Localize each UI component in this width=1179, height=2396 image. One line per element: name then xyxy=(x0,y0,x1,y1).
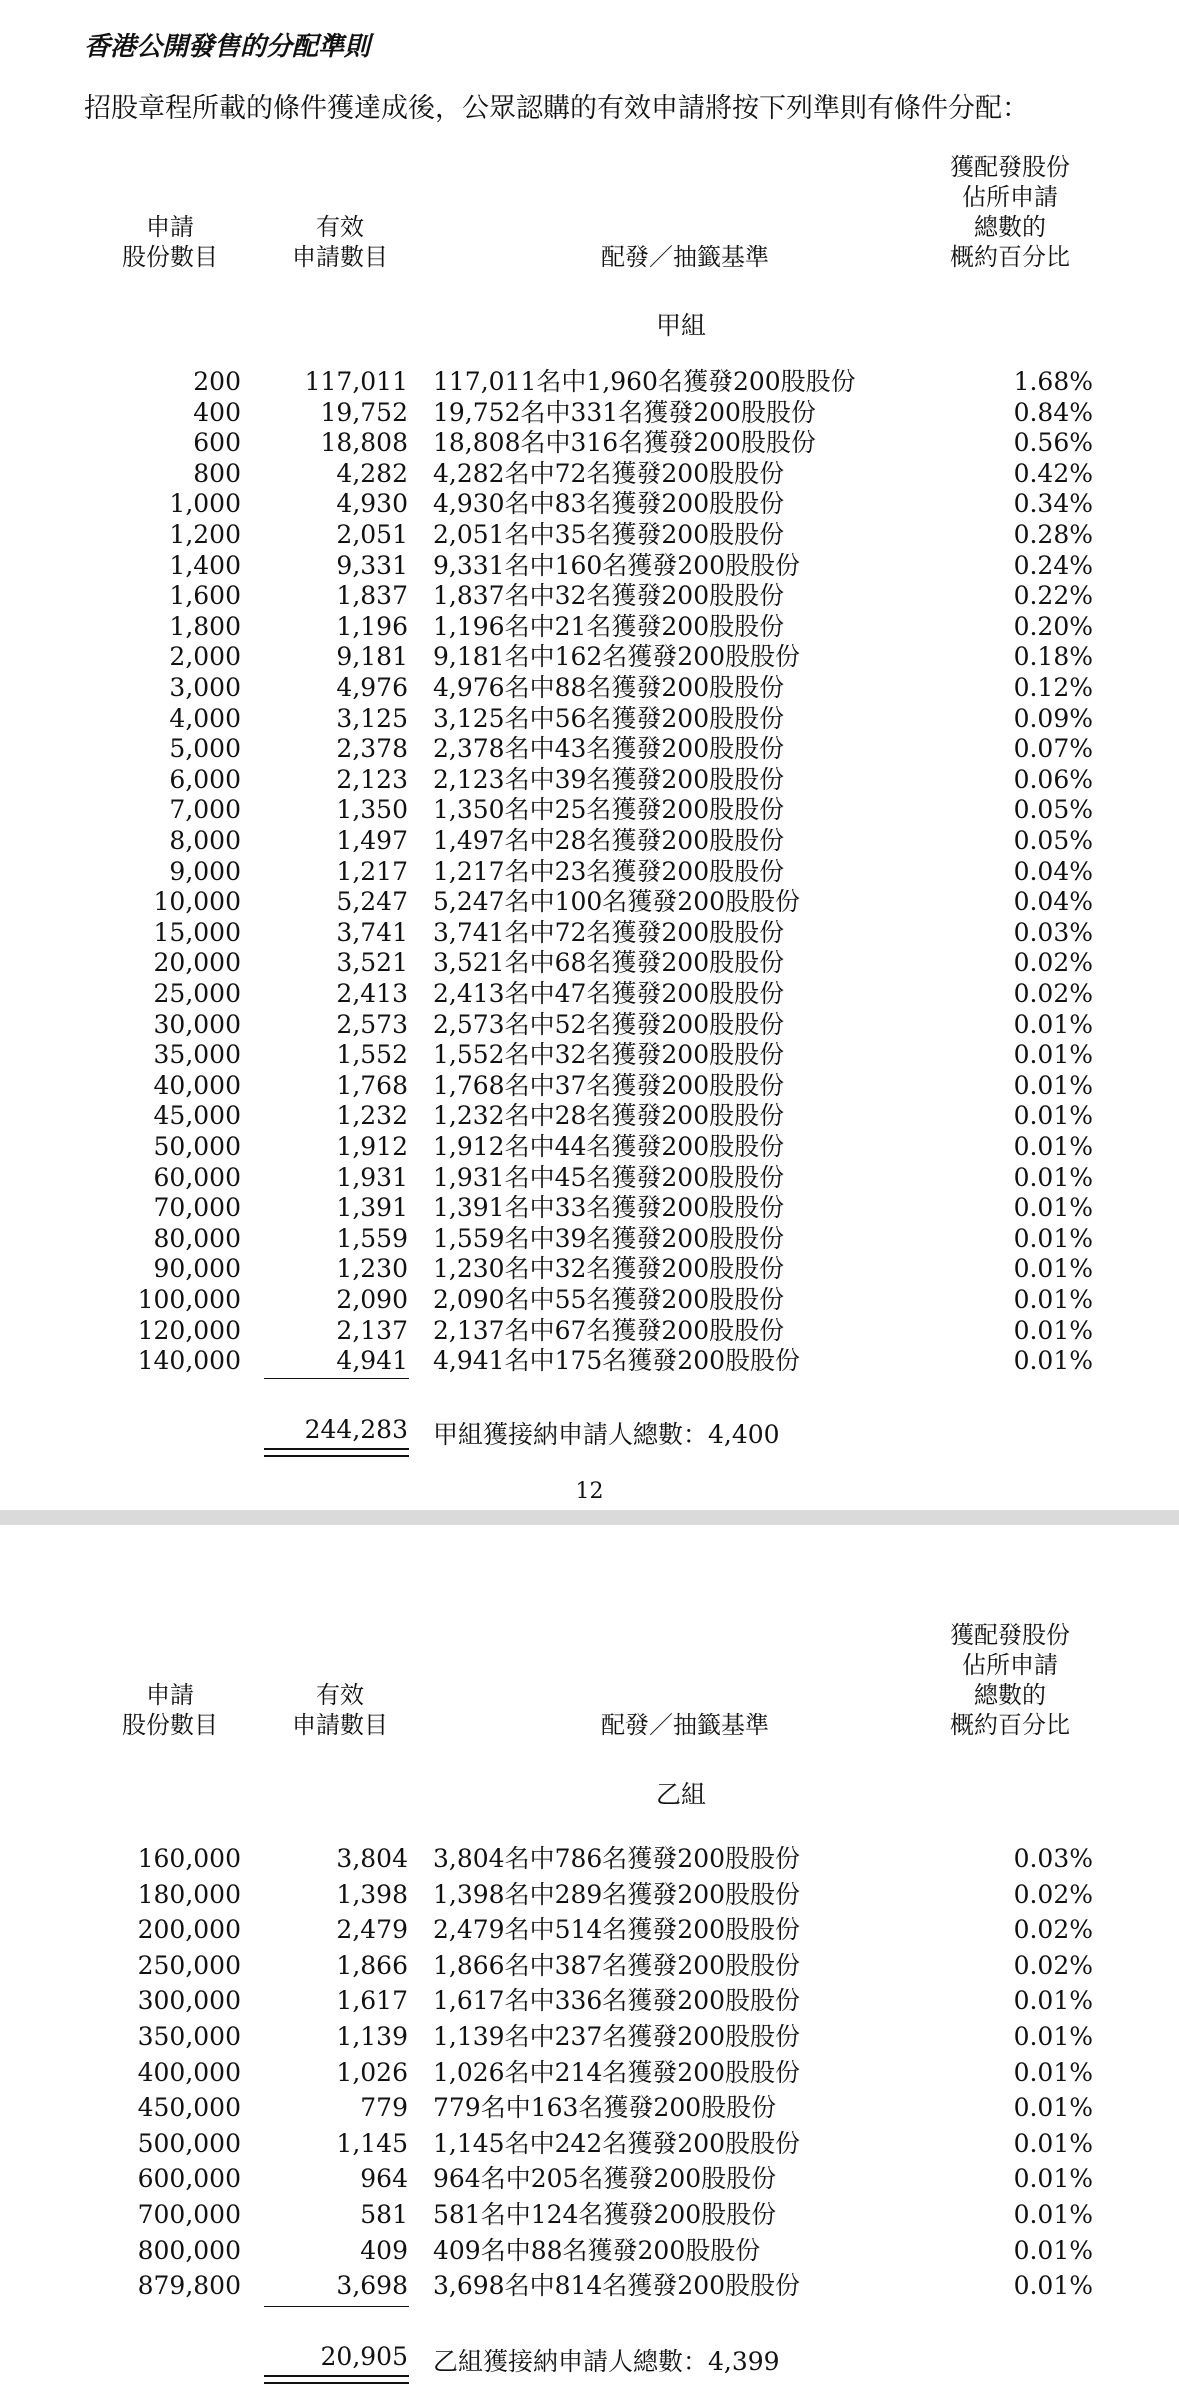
header-pct-line4: 概約百分比 xyxy=(950,243,1070,271)
cell-allocation-basis: 409名中88名獲發200股股份 xyxy=(433,2235,761,2265)
cell-allocation-basis: 4,941名中175名獲發200股股份 xyxy=(433,1346,801,1376)
cell-shares-applied: 160,000 xyxy=(137,1844,241,1873)
cell-valid-applications: 1,026 xyxy=(336,2057,408,2087)
cell-percentage: 0.07% xyxy=(1013,734,1093,764)
table-row xyxy=(0,642,1179,672)
cell-percentage: 0.01% xyxy=(1013,2200,1093,2229)
cell-valid-applications: 1,145 xyxy=(336,2128,408,2158)
table-row xyxy=(0,551,1179,581)
cell-valid-applications: 3,698 xyxy=(336,2271,408,2301)
cell-valid-applications: 779 xyxy=(360,2093,408,2123)
cell-valid-applications: 2,479 xyxy=(336,1915,408,1945)
cell-shares-applied: 1,000 xyxy=(169,489,241,519)
subtotal-rule xyxy=(264,1378,409,1379)
cell-valid-applications: 3,521 xyxy=(336,948,408,978)
group-label-a: 甲組 xyxy=(656,311,707,340)
cell-percentage: 0.01% xyxy=(1013,2057,1093,2087)
table-row xyxy=(0,2022,1179,2052)
cell-allocation-basis: 1,497名中28名獲發200股股份 xyxy=(433,826,785,855)
cell-allocation-basis: 19,752名中331名獲發200股股份 xyxy=(433,397,816,427)
cell-percentage: 0.01% xyxy=(1013,1285,1093,1314)
table-row xyxy=(0,1844,1179,1874)
cell-valid-applications: 581 xyxy=(360,2200,408,2229)
table-row xyxy=(0,1285,1179,1315)
cell-allocation-basis: 2,090名中55名獲發200股股份 xyxy=(433,1285,785,1314)
cell-percentage: 0.01% xyxy=(1013,2128,1093,2158)
cell-shares-applied: 180,000 xyxy=(137,1879,241,1909)
cell-percentage: 0.01% xyxy=(1013,1346,1093,1376)
header-pct-line3: 總數的 xyxy=(974,213,1046,241)
cell-percentage: 0.01% xyxy=(1013,1986,1093,2016)
cell-shares-applied: 9,000 xyxy=(169,856,241,886)
cell-percentage: 0.02% xyxy=(1013,979,1093,1008)
total-accepted-applicants-b: 乙組獲接納申請人總數：4,399 xyxy=(433,2347,780,2376)
table-row xyxy=(0,887,1179,917)
header-pct-line1: 獲配發股份 xyxy=(950,153,1070,181)
cell-shares-applied: 30,000 xyxy=(153,1009,241,1039)
cell-valid-applications: 409 xyxy=(360,2235,408,2265)
cell-valid-applications: 1,391 xyxy=(336,1193,408,1223)
cell-valid-applications: 4,282 xyxy=(336,458,408,488)
cell-shares-applied: 20,000 xyxy=(153,948,241,978)
cell-shares-applied: 120,000 xyxy=(137,1315,241,1345)
cell-valid-applications: 1,398 xyxy=(336,1879,408,1909)
cell-allocation-basis: 2,123名中39名獲發200股股份 xyxy=(433,764,785,794)
cell-valid-applications: 3,741 xyxy=(336,917,408,947)
cell-allocation-basis: 1,912名中44名獲發200股股份 xyxy=(433,1132,785,1161)
cell-percentage: 0.01% xyxy=(1013,2093,1093,2123)
cell-allocation-basis: 2,413名中47名獲發200股股份 xyxy=(433,979,785,1008)
cell-shares-applied: 4,000 xyxy=(169,703,241,733)
cell-valid-applications: 2,378 xyxy=(336,734,408,764)
cell-allocation-basis: 1,139名中237名獲發200股股份 xyxy=(433,2022,801,2051)
header-pct-line1: 獲配發股份 xyxy=(950,1621,1070,1649)
cell-valid-applications: 964 xyxy=(360,2164,408,2194)
cell-percentage: 0.06% xyxy=(1013,764,1093,794)
cell-percentage: 0.02% xyxy=(1013,948,1093,978)
cell-percentage: 0.01% xyxy=(1013,2164,1093,2194)
table-row xyxy=(0,1163,1179,1193)
cell-shares-applied: 2,000 xyxy=(169,642,241,672)
cell-valid-applications: 18,808 xyxy=(320,428,408,458)
cell-percentage: 0.05% xyxy=(1013,826,1093,855)
table-row xyxy=(0,795,1179,825)
cell-shares-applied: 5,000 xyxy=(169,734,241,764)
cell-allocation-basis: 9,181名中162名獲發200股股份 xyxy=(433,642,801,672)
header-valid-applications xyxy=(270,1680,410,1740)
header-allocation-basis: 配發／抽籤基準 xyxy=(601,1711,769,1739)
cell-valid-applications: 1,552 xyxy=(336,1040,408,1070)
table-row xyxy=(0,612,1179,642)
cell-percentage: 0.01% xyxy=(1013,1193,1093,1223)
cell-shares-applied: 400,000 xyxy=(137,2057,241,2087)
cell-percentage: 0.04% xyxy=(1013,856,1093,886)
subtotal-rule xyxy=(264,2306,409,2307)
cell-shares-applied: 250,000 xyxy=(137,1950,241,1980)
table-row xyxy=(0,857,1179,887)
table-row xyxy=(0,367,1179,397)
table-row xyxy=(0,459,1179,489)
cell-shares-applied: 700,000 xyxy=(137,2200,241,2229)
table-row xyxy=(0,765,1179,795)
cell-allocation-basis: 1,026名中214名獲發200股股份 xyxy=(433,2057,801,2087)
cell-percentage: 0.02% xyxy=(1013,1915,1093,1945)
table-row xyxy=(0,948,1179,978)
cell-allocation-basis: 3,741名中72名獲發200股股份 xyxy=(433,917,785,947)
document-page-13 xyxy=(0,1525,1179,2396)
cell-allocation-basis: 1,931名中45名獲發200股股份 xyxy=(433,1162,785,1192)
cell-shares-applied: 6,000 xyxy=(169,764,241,794)
cell-valid-applications: 1,931 xyxy=(336,1162,408,1192)
cell-shares-applied: 60,000 xyxy=(153,1162,241,1192)
table-row xyxy=(0,1316,1179,1346)
section-title: 香港公開發售的分配準則 xyxy=(84,32,371,62)
cell-valid-applications: 117,011 xyxy=(304,367,408,396)
cell-percentage: 0.01% xyxy=(1013,1040,1093,1070)
cell-shares-applied: 40,000 xyxy=(153,1070,241,1100)
cell-percentage: 0.09% xyxy=(1013,703,1093,733)
cell-percentage: 0.05% xyxy=(1013,795,1093,825)
cell-allocation-basis: 1,145名中242名獲發200股股份 xyxy=(433,2128,801,2158)
cell-percentage: 0.56% xyxy=(1013,428,1093,458)
cell-shares-applied: 879,800 xyxy=(137,2271,241,2301)
cell-allocation-basis: 3,125名中56名獲發200股股份 xyxy=(433,703,785,733)
cell-shares-applied: 450,000 xyxy=(137,2093,241,2123)
cell-shares-applied: 600,000 xyxy=(137,2164,241,2194)
page-gap xyxy=(0,1510,1179,1525)
cell-allocation-basis: 3,698名中814名獲發200股股份 xyxy=(433,2271,801,2301)
cell-valid-applications: 2,137 xyxy=(336,1315,408,1345)
cell-shares-applied: 500,000 xyxy=(137,2128,241,2158)
cell-shares-applied: 45,000 xyxy=(153,1101,241,1131)
table-row xyxy=(0,1951,1179,1981)
cell-valid-applications: 2,123 xyxy=(336,764,408,794)
cell-valid-applications: 2,413 xyxy=(336,979,408,1008)
cell-shares-applied: 200,000 xyxy=(137,1915,241,1945)
cell-allocation-basis: 1,617名中336名獲發200股股份 xyxy=(433,1986,801,2016)
cell-shares-applied: 1,400 xyxy=(169,550,241,580)
header-shares xyxy=(100,212,240,272)
cell-valid-applications: 1,559 xyxy=(336,1223,408,1253)
cell-allocation-basis: 1,559名中39名獲發200股股份 xyxy=(433,1223,785,1253)
cell-allocation-basis: 4,976名中88名獲發200股股份 xyxy=(433,673,785,702)
cell-allocation-basis: 779名中163名獲發200股股份 xyxy=(433,2093,777,2123)
table-row xyxy=(0,2129,1179,2159)
cell-percentage: 0.18% xyxy=(1013,642,1093,672)
cell-valid-applications: 1,912 xyxy=(336,1132,408,1161)
cell-shares-applied: 70,000 xyxy=(153,1193,241,1223)
cell-shares-applied: 600 xyxy=(193,428,241,458)
header-pct-line4: 概約百分比 xyxy=(950,1711,1070,1739)
page-number: 12 xyxy=(575,1479,604,1504)
table-row xyxy=(0,1915,1179,1945)
cell-allocation-basis: 1,391名中33名獲發200股股份 xyxy=(433,1193,785,1223)
cell-allocation-basis: 18,808名中316名獲發200股股份 xyxy=(433,428,816,458)
header-shares-line1: 申請 xyxy=(146,1681,194,1709)
cell-shares-applied: 800,000 xyxy=(137,2235,241,2265)
cell-valid-applications: 2,090 xyxy=(336,1285,408,1314)
table-row xyxy=(0,1193,1179,1223)
cell-shares-applied: 1,600 xyxy=(169,581,241,611)
table-row xyxy=(0,489,1179,519)
cell-valid-applications: 1,617 xyxy=(336,1986,408,2016)
cell-shares-applied: 8,000 xyxy=(169,826,241,855)
table-row xyxy=(0,1071,1179,1101)
table-row xyxy=(0,734,1179,764)
cell-percentage: 0.04% xyxy=(1013,887,1093,917)
cell-allocation-basis: 117,011名中1,960名獲發200股股份 xyxy=(433,367,856,396)
cell-shares-applied: 15,000 xyxy=(153,917,241,947)
cell-shares-applied: 25,000 xyxy=(153,979,241,1008)
cell-percentage: 0.12% xyxy=(1013,673,1093,702)
cell-allocation-basis: 3,804名中786名獲發200股股份 xyxy=(433,1844,801,1873)
cell-shares-applied: 140,000 xyxy=(137,1346,241,1376)
cell-shares-applied: 1,200 xyxy=(169,520,241,549)
cell-allocation-basis: 5,247名中100名獲發200股股份 xyxy=(433,887,801,917)
cell-valid-applications: 3,804 xyxy=(336,1844,408,1873)
cell-valid-applications: 1,232 xyxy=(336,1101,408,1131)
intro-paragraph: 招股章程所載的條件獲達成後，公眾認購的有效申請將按下列準則有條件分配： xyxy=(84,93,1029,124)
cell-valid-applications: 4,976 xyxy=(336,673,408,702)
table-row xyxy=(0,1010,1179,1040)
cell-percentage: 0.02% xyxy=(1013,1950,1093,1980)
cell-percentage: 0.01% xyxy=(1013,2022,1093,2051)
cell-allocation-basis: 1,768名中37名獲發200股股份 xyxy=(433,1070,785,1100)
cell-allocation-basis: 9,331名中160名獲發200股股份 xyxy=(433,550,801,580)
cell-shares-applied: 350,000 xyxy=(137,2022,241,2051)
cell-valid-applications: 2,573 xyxy=(336,1009,408,1039)
total-double-rule xyxy=(264,2375,409,2384)
cell-valid-applications: 4,941 xyxy=(336,1346,408,1376)
cell-valid-applications: 1,497 xyxy=(336,826,408,855)
cell-percentage: 0.28% xyxy=(1013,520,1093,549)
cell-shares-applied: 400 xyxy=(193,397,241,427)
header-percentage xyxy=(920,1620,1100,1740)
cell-valid-applications: 1,866 xyxy=(336,1950,408,1980)
table-row xyxy=(0,398,1179,428)
cell-allocation-basis: 581名中124名獲發200股股份 xyxy=(433,2200,777,2229)
cell-percentage: 0.01% xyxy=(1013,1162,1093,1192)
table-row xyxy=(0,1132,1179,1162)
cell-allocation-basis: 1,230名中32名獲發200股股份 xyxy=(433,1254,785,1284)
table-row xyxy=(0,2058,1179,2088)
cell-allocation-basis: 2,137名中67名獲發200股股份 xyxy=(433,1315,785,1345)
table-row xyxy=(0,2093,1179,2123)
cell-allocation-basis: 2,573名中52名獲發200股股份 xyxy=(433,1009,785,1039)
cell-valid-applications: 1,217 xyxy=(336,856,408,886)
total-valid-applications-b: 20,905 xyxy=(320,2342,408,2371)
cell-shares-applied: 200 xyxy=(193,367,241,396)
cell-percentage: 0.03% xyxy=(1013,917,1093,947)
cell-valid-applications: 4,930 xyxy=(336,489,408,519)
cell-shares-applied: 300,000 xyxy=(137,1986,241,2016)
cell-allocation-basis: 1,837名中32名獲發200股股份 xyxy=(433,581,785,611)
cell-allocation-basis: 1,398名中289名獲發200股股份 xyxy=(433,1879,801,1909)
cell-percentage: 0.01% xyxy=(1013,2271,1093,2301)
cell-shares-applied: 10,000 xyxy=(153,887,241,917)
cell-percentage: 0.01% xyxy=(1013,1254,1093,1284)
table-row xyxy=(0,1254,1179,1284)
table-row xyxy=(0,1040,1179,1070)
cell-percentage: 1.68% xyxy=(1013,367,1093,396)
cell-allocation-basis: 3,521名中68名獲發200股股份 xyxy=(433,948,785,978)
table-row xyxy=(0,1986,1179,2016)
cell-percentage: 0.01% xyxy=(1013,1009,1093,1039)
table-row xyxy=(0,2236,1179,2266)
total-valid-applications-a: 244,283 xyxy=(304,1415,408,1444)
cell-percentage: 0.20% xyxy=(1013,611,1093,641)
cell-allocation-basis: 1,232名中28名獲發200股股份 xyxy=(433,1101,785,1131)
cell-percentage: 0.01% xyxy=(1013,1101,1093,1131)
cell-shares-applied: 50,000 xyxy=(153,1132,241,1161)
total-accepted-applicants-a: 甲組獲接納申請人總數：4,400 xyxy=(433,1420,780,1449)
header-percentage xyxy=(920,152,1100,272)
cell-percentage: 0.01% xyxy=(1013,1132,1093,1161)
cell-valid-applications: 3,125 xyxy=(336,703,408,733)
cell-percentage: 0.01% xyxy=(1013,1223,1093,1253)
cell-allocation-basis: 2,051名中35名獲發200股股份 xyxy=(433,520,785,549)
cell-allocation-basis: 1,217名中23名獲發200股股份 xyxy=(433,856,785,886)
header-valid-applications xyxy=(270,212,410,272)
cell-shares-applied: 90,000 xyxy=(153,1254,241,1284)
cell-valid-applications: 9,331 xyxy=(336,550,408,580)
cell-valid-applications: 1,230 xyxy=(336,1254,408,1284)
header-pct-line2: 佔所申請 xyxy=(962,1651,1058,1679)
cell-valid-applications: 1,768 xyxy=(336,1070,408,1100)
table-row xyxy=(0,704,1179,734)
cell-percentage: 0.01% xyxy=(1013,2235,1093,2265)
cell-percentage: 0.24% xyxy=(1013,550,1093,580)
cell-percentage: 0.84% xyxy=(1013,397,1093,427)
cell-allocation-basis: 964名中205名獲發200股股份 xyxy=(433,2164,777,2194)
cell-allocation-basis: 4,930名中83名獲發200股股份 xyxy=(433,489,785,519)
cell-valid-applications: 19,752 xyxy=(320,397,408,427)
header-shares-line2: 股份數目 xyxy=(122,243,218,271)
cell-percentage: 0.01% xyxy=(1013,1315,1093,1345)
header-valid-line2: 申請數目 xyxy=(292,243,388,271)
header-shares-line1: 申請 xyxy=(146,213,194,241)
cell-valid-applications: 1,196 xyxy=(336,611,408,641)
cell-allocation-basis: 1,866名中387名獲發200股股份 xyxy=(433,1950,801,1980)
table-row xyxy=(0,2271,1179,2301)
cell-valid-applications: 1,350 xyxy=(336,795,408,825)
cell-valid-applications: 9,181 xyxy=(336,642,408,672)
cell-percentage: 0.22% xyxy=(1013,581,1093,611)
cell-valid-applications: 5,247 xyxy=(336,887,408,917)
table-row xyxy=(0,1346,1179,1376)
group-label-b: 乙組 xyxy=(656,1780,707,1809)
table-row xyxy=(0,1880,1179,1910)
cell-allocation-basis: 1,350名中25名獲發200股股份 xyxy=(433,795,785,825)
cell-shares-applied: 7,000 xyxy=(169,795,241,825)
cell-valid-applications: 1,837 xyxy=(336,581,408,611)
table-row xyxy=(0,2164,1179,2194)
cell-percentage: 0.02% xyxy=(1013,1879,1093,1909)
total-double-rule xyxy=(264,1448,409,1457)
cell-percentage: 0.03% xyxy=(1013,1844,1093,1873)
table-row xyxy=(0,1101,1179,1131)
table-row xyxy=(0,581,1179,611)
header-valid-line1: 有效 xyxy=(316,1681,364,1709)
cell-shares-applied: 3,000 xyxy=(169,673,241,702)
table-row xyxy=(0,673,1179,703)
table-row xyxy=(0,1224,1179,1254)
header-valid-line2: 申請數目 xyxy=(292,1711,388,1739)
header-shares xyxy=(100,1680,240,1740)
cell-shares-applied: 35,000 xyxy=(153,1040,241,1070)
header-pct-line3: 總數的 xyxy=(974,1681,1046,1709)
header-shares-line2: 股份數目 xyxy=(122,1711,218,1739)
cell-percentage: 0.01% xyxy=(1013,1070,1093,1100)
table-row xyxy=(0,826,1179,856)
cell-percentage: 0.34% xyxy=(1013,489,1093,519)
table-row xyxy=(0,979,1179,1009)
cell-percentage: 0.42% xyxy=(1013,458,1093,488)
cell-shares-applied: 80,000 xyxy=(153,1223,241,1253)
header-valid-line1: 有效 xyxy=(316,213,364,241)
cell-allocation-basis: 2,378名中43名獲發200股股份 xyxy=(433,734,785,764)
header-pct-line2: 佔所申請 xyxy=(962,183,1058,211)
cell-allocation-basis: 2,479名中514名獲發200股股份 xyxy=(433,1915,801,1945)
cell-valid-applications: 2,051 xyxy=(336,520,408,549)
cell-shares-applied: 800 xyxy=(193,458,241,488)
table-row xyxy=(0,520,1179,550)
table-row xyxy=(0,918,1179,948)
cell-shares-applied: 100,000 xyxy=(137,1285,241,1314)
table-row xyxy=(0,428,1179,458)
cell-valid-applications: 1,139 xyxy=(336,2022,408,2051)
cell-shares-applied: 1,800 xyxy=(169,611,241,641)
cell-allocation-basis: 1,552名中32名獲發200股股份 xyxy=(433,1040,785,1070)
cell-allocation-basis: 1,196名中21名獲發200股股份 xyxy=(433,611,785,641)
table-row xyxy=(0,2200,1179,2230)
header-allocation-basis: 配發／抽籤基準 xyxy=(601,243,769,271)
cell-allocation-basis: 4,282名中72名獲發200股股份 xyxy=(433,458,785,488)
